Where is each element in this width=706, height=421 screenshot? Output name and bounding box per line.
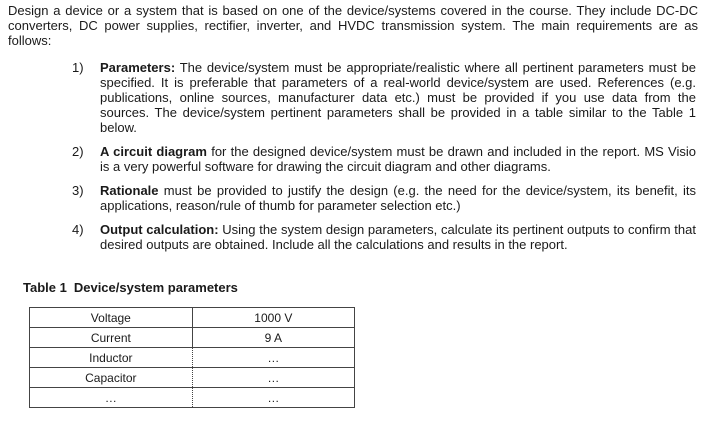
- param-name-cell: Inductor: [30, 348, 193, 368]
- requirement-number: 4): [72, 222, 84, 237]
- requirement-number: 2): [72, 144, 84, 159]
- requirement-title: Output calculation:: [100, 222, 219, 237]
- requirement-item-circuit-diagram: [72, 144, 696, 174]
- requirement-number: 3): [72, 183, 84, 198]
- requirement-text: for the designed device/system must be drawn and included in the report. MS Visio is a very powerful software for drawing the circuit diagram and other diagrams.: [100, 144, 697, 174]
- param-name-cell: Voltage: [30, 308, 193, 328]
- requirement-title: A circuit diagram: [100, 144, 207, 159]
- table-row: [30, 308, 355, 328]
- requirement-number: 1): [72, 60, 84, 75]
- requirement-text: must be provided to justify the design (e.g. the need for the device/system, its benefit, its applications, reason/rule of thumb for parameter selection etc.): [100, 183, 696, 213]
- table-caption-title: Device/system parameters: [73, 280, 238, 295]
- intro-paragraph: Design a device or a system that is based on one of the device/systems covered in the course. They include DC-DC converters, DC power supplies, rectifier, inverter, and HVDC transmission system. The main requirements are as follows:: [8, 3, 698, 48]
- table-caption: [23, 280, 238, 296]
- param-value-cell: 1000 V: [192, 308, 354, 328]
- requirement-text: The device/system must be appropriate/realistic where all pertinent parameters must be specified. It is preferable that parameters of a real-world device/system are used. References (e.g. publications, online sources, manufacturer data etc.) must be provided if you use data from the sources. The device/system pertinent parameters shall be provided in a table similar to the Table 1 below.: [100, 60, 696, 135]
- table-row: [30, 328, 355, 348]
- parameters-table: [29, 307, 355, 408]
- table-row: [30, 348, 355, 368]
- requirement-title: Parameters:: [100, 60, 176, 75]
- param-value-cell: …: [192, 348, 354, 368]
- param-value-cell: …: [192, 368, 354, 388]
- requirement-item-rationale: [72, 183, 696, 213]
- requirement-item-output-calculation: [72, 222, 696, 252]
- param-name-cell: …: [30, 388, 193, 408]
- requirements-list: [72, 60, 696, 261]
- param-value-cell: 9 A: [192, 328, 354, 348]
- table-row: [30, 368, 355, 388]
- requirement-title: Rationale: [100, 183, 159, 198]
- table-caption-id: Table 1: [23, 280, 67, 295]
- param-name-cell: Capacitor: [30, 368, 193, 388]
- param-value-cell: …: [192, 388, 354, 408]
- table-row: [30, 388, 355, 408]
- param-name-cell: Current: [30, 328, 193, 348]
- requirement-item-parameters: [72, 60, 696, 135]
- requirement-text: Using the system design parameters, calculate its pertinent outputs to confirm that desired outputs are obtained. Include all the calculations and results in the report.: [100, 222, 696, 252]
